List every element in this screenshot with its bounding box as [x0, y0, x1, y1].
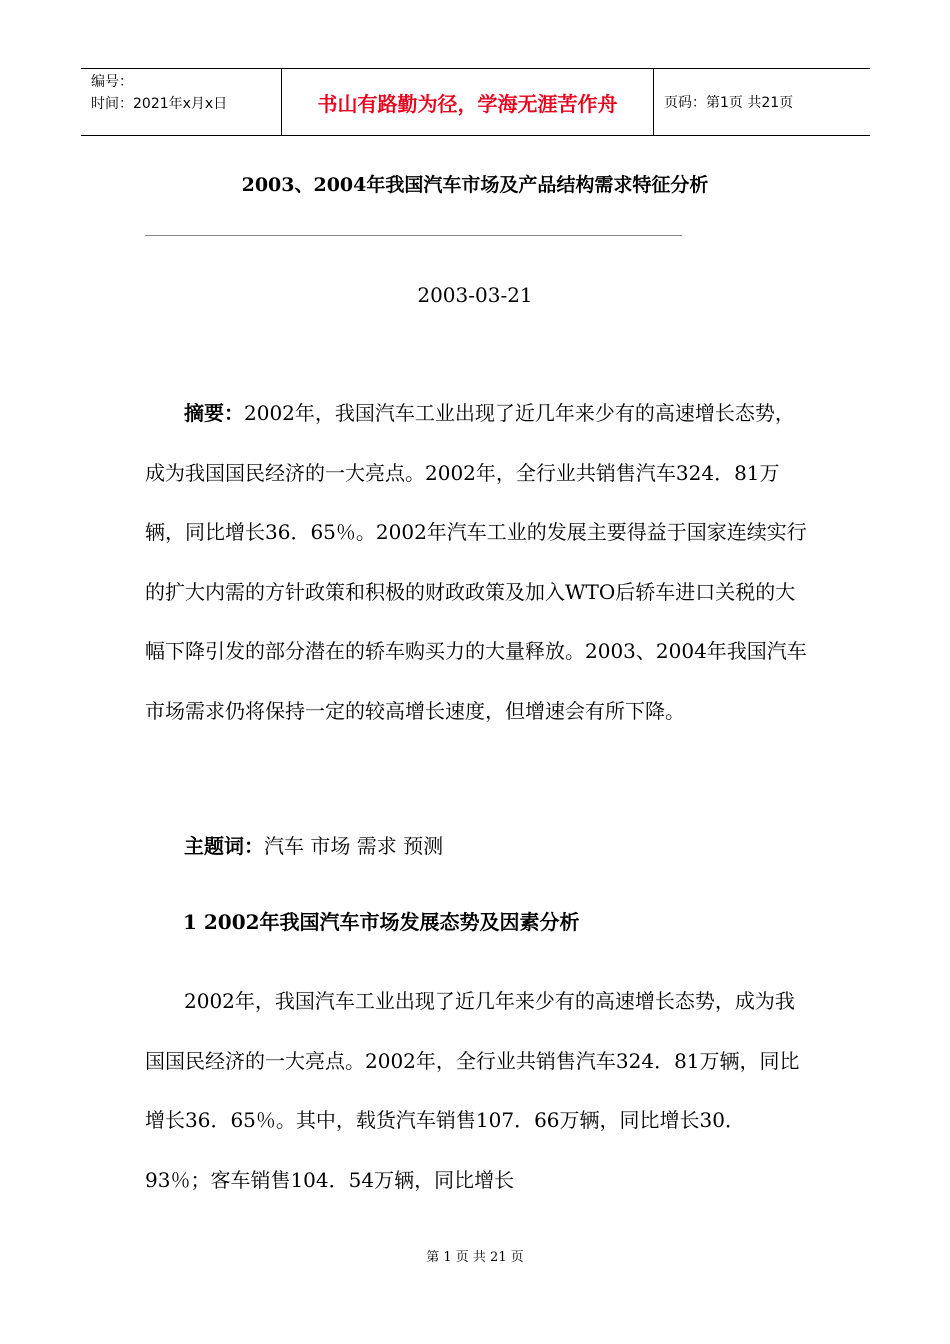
document-date: 2003-03-21: [417, 283, 533, 307]
title-divider: [145, 235, 682, 236]
keywords-text: 汽车 市场 需求 预测: [264, 834, 444, 858]
header-page-info: 页码：第1页 共21页: [664, 95, 794, 111]
page-footer: 第 1 页 共 21 页: [426, 1250, 524, 1265]
document-time-label: 时间：2021年x月x日: [91, 96, 228, 112]
page-header: [81, 68, 870, 136]
keywords-label: 主题词：: [184, 834, 264, 858]
abstract-paragraph: [145, 384, 810, 741]
header-motto: 书山有路勤为径，学海无涯苦作舟: [281, 69, 654, 135]
keywords-paragraph: [145, 820, 810, 872]
abstract-text: 2002年，我国汽车工业出现了近几年来少有的高速增长态势，成为我国国民经济的一大亮点。2002年，全行业共销售汽车324．81万辆，同比增长36．65％。2002年汽车工业的发展主要得益于国家连续实行的扩大内需的方针政策和积极的财政政策及加入WTO后轿车进口关税的大幅下降引发的部分潜在的轿车购买力的大量释放。2003、2004年我国汽车市场需求仍将保持一定的较高增长速度，但增速会有所下降。: [145, 401, 807, 723]
section-heading: 1 2002年我国汽车市场发展态势及因素分析: [183, 910, 580, 934]
abstract-label: 摘要：: [184, 401, 244, 425]
document-number-label: 编号：: [91, 74, 133, 90]
document-title: 2003、2004年我国汽车市场及产品结构需求特征分析: [241, 174, 709, 196]
header-left-cell: [81, 69, 281, 135]
section-body-paragraph: 2002年，我国汽车工业出现了近几年来少有的高速增长态势，成为我国国民经济的一大亮点。2002年，全行业共销售汽车324．81万辆，同比增长36．65％。其中，载货汽车销售107．66万辆，同比增长30．93％；客车销售104．54万辆，同比增长: [145, 989, 800, 1192]
